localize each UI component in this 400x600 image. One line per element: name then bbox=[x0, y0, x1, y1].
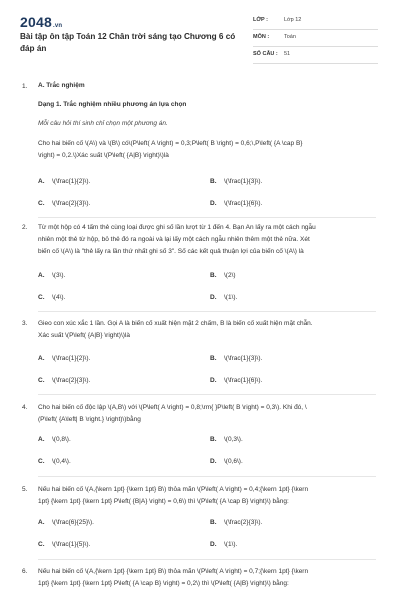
option-label: A. bbox=[38, 519, 45, 526]
option-label: C. bbox=[38, 377, 45, 384]
page-header bbox=[0, 0, 400, 70]
question-line: Nếu hai biến cố \(A,{\kern 1pt} {\kern 1pt} B\) thỏa mãn \(P\left( A \right) = 0,4;{\kern 1pt} {\kern bbox=[38, 486, 309, 493]
option-label: B. bbox=[210, 436, 217, 443]
section-title: A. Trắc nghiệm bbox=[38, 82, 85, 89]
option-text[interactable]: \(\frac{1}{2}\). bbox=[52, 355, 91, 362]
logo-suffix: .vn bbox=[52, 23, 63, 29]
divider bbox=[38, 559, 376, 560]
question-line: 1pt} {\kern 1pt} {\kern 1pt} P\left( {A \cap B} \right) = 0,2\) thì \(P\left( {A|B} \right)\) bằng: bbox=[38, 580, 289, 587]
option-text[interactable]: \(\frac{1}{6}\). bbox=[224, 377, 263, 384]
question-text bbox=[38, 484, 376, 508]
meta-key: LỚP : bbox=[253, 17, 268, 23]
option-text[interactable]: \(\frac{1}{3}\). bbox=[224, 355, 263, 362]
option-text[interactable]: \(\frac{1}{3}\). bbox=[224, 178, 263, 185]
option-text[interactable]: \(1\). bbox=[224, 541, 238, 548]
meta-row-class bbox=[253, 13, 378, 30]
option-text[interactable]: \(0,6\). bbox=[224, 458, 243, 465]
section-instruction: Mỗi câu hỏi thí sinh chỉ chọn một phương án. bbox=[38, 120, 168, 127]
document-meta bbox=[253, 13, 378, 64]
option-text[interactable]: \(\frac{6}{25}\). bbox=[52, 519, 94, 526]
question-line: biến cố \(A\) là "thẻ lấy ra lần thứ nhất ghi số 3". Số các kết quả thuận lợi của biến cố \(A\) là bbox=[38, 248, 304, 255]
question-text bbox=[38, 566, 376, 590]
option-text[interactable]: \(\frac{1}{5}\). bbox=[52, 541, 91, 548]
option-text[interactable]: \(4\). bbox=[52, 294, 66, 301]
question-number: 4. bbox=[22, 404, 28, 411]
option-text[interactable]: \(0,8\). bbox=[52, 436, 71, 443]
option-label: A. bbox=[38, 355, 45, 362]
question-text bbox=[38, 402, 376, 426]
question-text bbox=[38, 222, 376, 258]
option-label: D. bbox=[210, 294, 217, 301]
meta-row-subject bbox=[253, 30, 378, 47]
question-line: Nếu hai biến cố \(A,{\kern 1pt} {\kern 1pt} B\) thỏa mãn \(P\left( A \right) = 0,7;{\kern 1pt} {\kern bbox=[38, 568, 309, 575]
site-logo[interactable] bbox=[20, 14, 62, 30]
section-subtitle: Dạng 1. Trắc nghiệm nhiều phương án lựa chọn bbox=[38, 101, 187, 108]
option-text[interactable]: \(\frac{2}{3}\). bbox=[52, 200, 91, 207]
option-label: A. bbox=[38, 272, 45, 279]
option-text[interactable]: \(\frac{2}{3}\). bbox=[52, 377, 91, 384]
option-label: A. bbox=[38, 178, 45, 185]
option-label: D. bbox=[210, 541, 217, 548]
question-line: (P\left( {A\left| B \right.} \right)\)bằng bbox=[38, 416, 141, 423]
question-number: 1. bbox=[22, 83, 28, 90]
question-number: 3. bbox=[22, 320, 28, 327]
option-label: B. bbox=[210, 178, 217, 185]
question-text bbox=[38, 138, 376, 162]
meta-value: 51 bbox=[284, 51, 291, 57]
question-line: Cho hai biến cố \(A\) và \(B\) có\(P\left( A \right) = 0,3;P\left( B \right) = 0,6;\,P\left( {A \cap B} bbox=[38, 140, 303, 147]
option-label: B. bbox=[210, 519, 217, 526]
meta-key: SỐ CÂU : bbox=[253, 51, 278, 57]
logo-text: 2048 bbox=[20, 14, 52, 30]
option-text[interactable]: \(\frac{1}{2}\). bbox=[52, 178, 91, 185]
option-label: D. bbox=[210, 377, 217, 384]
option-label: A. bbox=[38, 436, 45, 443]
option-text[interactable]: \(\frac{1}{6}\). bbox=[224, 200, 263, 207]
document-title: Bài tập ôn tập Toán 12 Chân trời sáng tạo Chương 6 có đáp án bbox=[20, 32, 236, 53]
option-text[interactable]: \(1\). bbox=[224, 294, 238, 301]
question-number: 5. bbox=[22, 486, 28, 493]
option-label: C. bbox=[38, 200, 45, 207]
option-label: B. bbox=[210, 272, 217, 279]
option-text[interactable]: \(0,4\). bbox=[52, 458, 71, 465]
option-text[interactable]: \(\frac{2}{3}\). bbox=[224, 519, 263, 526]
meta-value: Lớp 12 bbox=[284, 17, 302, 23]
option-label: C. bbox=[38, 541, 45, 548]
question-line: Xác suất \(P\left( {A|B} \right)\)là bbox=[38, 332, 131, 339]
option-text[interactable]: \(3\). bbox=[52, 272, 66, 279]
question-line: Cho hai biến cố độc lập \(A,B\) với \(P\left( A \right) = 0,8;\rm{ }P\left( B \right) = 0,3\). Khi đó, \ bbox=[38, 404, 307, 411]
option-label: C. bbox=[38, 458, 45, 465]
option-label: C. bbox=[38, 294, 45, 301]
divider bbox=[38, 476, 376, 477]
question-line: nhiên một thẻ từ hộp, bỏ thẻ đó ra ngoài và lại lấy một cách ngẫu nhiên thêm một thẻ nữa. Xét bbox=[38, 236, 310, 243]
divider bbox=[38, 217, 376, 218]
question-number: 6. bbox=[22, 568, 28, 575]
option-label: B. bbox=[210, 355, 217, 362]
option-label: D. bbox=[210, 458, 217, 465]
meta-key: MÔN : bbox=[253, 34, 270, 40]
divider bbox=[38, 311, 376, 312]
meta-value: Toán bbox=[284, 34, 296, 40]
question-line: 1pt} {\kern 1pt} {\kern 1pt} P\left( {B|A} \right) = 0,6\) thì \(P\left( {A \cap B} \right)\) bằng: bbox=[38, 498, 289, 505]
question-number: 2. bbox=[22, 224, 28, 231]
option-text[interactable]: \(0,3\). bbox=[224, 436, 243, 443]
question-text bbox=[38, 318, 376, 342]
question-line: Từ một hộp có 4 tấm thẻ cùng loại được ghi số lần lượt từ 1 đến 4. Bạn An lấy ra một cách ngẫu bbox=[38, 224, 316, 231]
question-line: \right) = 0,2.\)Xác suất \(P\left( {A|B} \right)\)là bbox=[38, 152, 169, 159]
option-label: D. bbox=[210, 200, 217, 207]
meta-row-count bbox=[253, 47, 378, 64]
option-text[interactable]: \(2\) bbox=[224, 272, 236, 279]
divider bbox=[38, 394, 376, 395]
question-line: Gieo con xúc xắc 1 lần. Gọi A là biến cố xuất hiện mặt 2 chấm, B là biến cố xuất hiện mặt chẵn. bbox=[38, 320, 313, 327]
